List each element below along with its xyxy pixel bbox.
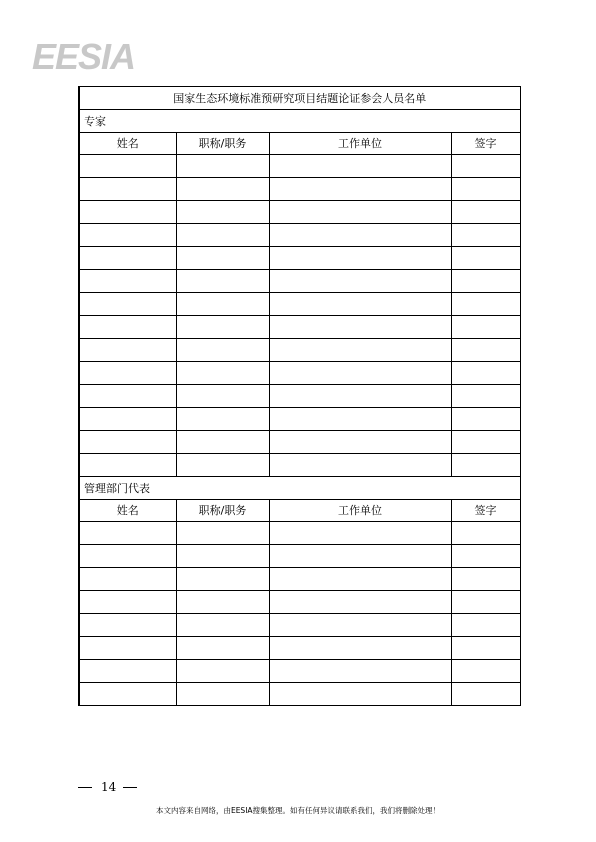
dash-right xyxy=(123,787,137,788)
blank-cell[interactable] xyxy=(79,545,176,568)
column-header: 职称/职务 xyxy=(176,500,269,522)
table-row xyxy=(79,522,520,545)
blank-cell[interactable] xyxy=(79,568,176,591)
blank-cell[interactable] xyxy=(176,362,269,385)
blank-cell[interactable] xyxy=(79,293,176,316)
blank-cell[interactable] xyxy=(79,362,176,385)
section-label: 专家 xyxy=(79,110,520,133)
table-row xyxy=(79,247,520,270)
table-row xyxy=(79,545,520,568)
page-number: 14 xyxy=(101,780,117,794)
blank-cell[interactable] xyxy=(176,316,269,339)
table-row xyxy=(79,385,520,408)
section-label: 管理部门代表 xyxy=(79,477,520,500)
section-row xyxy=(79,477,520,500)
blank-cell[interactable] xyxy=(79,178,176,201)
blank-cell[interactable] xyxy=(269,270,451,293)
blank-cell[interactable] xyxy=(451,545,520,568)
blank-cell[interactable] xyxy=(176,454,269,477)
blank-cell[interactable] xyxy=(176,614,269,637)
blank-cell[interactable] xyxy=(269,339,451,362)
blank-cell[interactable] xyxy=(79,155,176,178)
column-header: 姓名 xyxy=(79,500,176,522)
page-number-line xyxy=(0,779,596,795)
blank-cell[interactable] xyxy=(269,568,451,591)
blank-cell[interactable] xyxy=(451,316,520,339)
blank-cell[interactable] xyxy=(269,178,451,201)
blank-cell[interactable] xyxy=(79,385,176,408)
blank-cell[interactable] xyxy=(451,155,520,178)
blank-cell[interactable] xyxy=(269,316,451,339)
blank-cell[interactable] xyxy=(79,683,176,706)
blank-cell[interactable] xyxy=(451,591,520,614)
blank-cell[interactable] xyxy=(176,247,269,270)
blank-cell[interactable] xyxy=(451,178,520,201)
blank-cell[interactable] xyxy=(176,339,269,362)
blank-cell[interactable] xyxy=(269,201,451,224)
blank-cell[interactable] xyxy=(269,683,451,706)
blank-cell[interactable] xyxy=(451,568,520,591)
table-row xyxy=(79,637,520,660)
table-row xyxy=(79,362,520,385)
blank-cell[interactable] xyxy=(79,591,176,614)
blank-cell[interactable] xyxy=(269,431,451,454)
column-header: 工作单位 xyxy=(269,133,451,155)
blank-cell[interactable] xyxy=(79,660,176,683)
blank-cell[interactable] xyxy=(269,247,451,270)
blank-cell[interactable] xyxy=(79,339,176,362)
table-row xyxy=(79,201,520,224)
blank-cell[interactable] xyxy=(176,431,269,454)
blank-cell[interactable] xyxy=(79,454,176,477)
blank-cell[interactable] xyxy=(451,270,520,293)
table-row xyxy=(79,431,520,454)
table-row xyxy=(79,270,520,293)
blank-cell[interactable] xyxy=(451,224,520,247)
blank-cell[interactable] xyxy=(176,155,269,178)
blank-cell[interactable] xyxy=(269,155,451,178)
table-row xyxy=(79,454,520,477)
blank-cell[interactable] xyxy=(176,522,269,545)
blank-cell[interactable] xyxy=(176,270,269,293)
blank-cell[interactable] xyxy=(451,339,520,362)
blank-cell[interactable] xyxy=(269,660,451,683)
svg-text:EESIA: EESIA xyxy=(32,36,136,76)
blank-cell[interactable] xyxy=(176,637,269,660)
blank-cell[interactable] xyxy=(79,614,176,637)
blank-cell[interactable] xyxy=(269,454,451,477)
blank-cell[interactable] xyxy=(451,247,520,270)
blank-cell[interactable] xyxy=(176,293,269,316)
blank-cell[interactable] xyxy=(451,408,520,431)
eesia-logo xyxy=(32,36,152,76)
blank-cell[interactable] xyxy=(79,247,176,270)
blank-cell[interactable] xyxy=(451,362,520,385)
blank-cell[interactable] xyxy=(451,385,520,408)
blank-cell[interactable] xyxy=(176,385,269,408)
blank-cell[interactable] xyxy=(176,408,269,431)
blank-cell[interactable] xyxy=(451,683,520,706)
blank-cell[interactable] xyxy=(79,270,176,293)
blank-cell[interactable] xyxy=(176,545,269,568)
table-row xyxy=(79,591,520,614)
table-row xyxy=(79,568,520,591)
dash-left xyxy=(78,787,92,788)
table-row xyxy=(79,660,520,683)
blank-cell[interactable] xyxy=(269,522,451,545)
column-header-row xyxy=(79,133,520,155)
blank-cell[interactable] xyxy=(176,683,269,706)
table-row xyxy=(79,224,520,247)
blank-cell[interactable] xyxy=(451,522,520,545)
title-row xyxy=(79,87,520,110)
blank-cell[interactable] xyxy=(79,637,176,660)
table-row xyxy=(79,178,520,201)
table-row xyxy=(79,339,520,362)
blank-cell[interactable] xyxy=(79,201,176,224)
blank-cell[interactable] xyxy=(451,293,520,316)
blank-cell[interactable] xyxy=(451,637,520,660)
blank-cell[interactable] xyxy=(269,637,451,660)
column-header: 签字 xyxy=(451,133,520,155)
table-title: 国家生态环境标准预研究项目结题论证参会人员名单 xyxy=(79,87,520,110)
blank-cell[interactable] xyxy=(176,178,269,201)
table-row xyxy=(79,293,520,316)
blank-cell[interactable] xyxy=(269,293,451,316)
blank-cell[interactable] xyxy=(79,431,176,454)
column-header: 签字 xyxy=(451,500,520,522)
blank-cell[interactable] xyxy=(176,568,269,591)
table-row xyxy=(79,316,520,339)
blank-cell[interactable] xyxy=(451,660,520,683)
section-row xyxy=(79,110,520,133)
column-header: 工作单位 xyxy=(269,500,451,522)
blank-cell[interactable] xyxy=(176,224,269,247)
blank-cell[interactable] xyxy=(451,201,520,224)
blank-cell[interactable] xyxy=(269,362,451,385)
blank-cell[interactable] xyxy=(269,545,451,568)
attendee-sheet xyxy=(78,86,521,706)
column-header: 职称/职务 xyxy=(176,133,269,155)
blank-cell[interactable] xyxy=(269,408,451,431)
blank-cell[interactable] xyxy=(79,316,176,339)
blank-cell[interactable] xyxy=(269,614,451,637)
table-row xyxy=(79,683,520,706)
blank-cell[interactable] xyxy=(451,454,520,477)
footer-disclaimer: 本文内容来自网络，由EESIA搜集整理。如有任何异议请联系我们，我们将删除处理！ xyxy=(155,806,441,815)
blank-cell[interactable] xyxy=(451,431,520,454)
column-header-row xyxy=(79,500,520,522)
table-row xyxy=(79,155,520,178)
blank-cell[interactable] xyxy=(269,591,451,614)
blank-cell[interactable] xyxy=(176,660,269,683)
column-header: 姓名 xyxy=(79,133,176,155)
table-row xyxy=(79,408,520,431)
blank-cell[interactable] xyxy=(79,522,176,545)
blank-cell[interactable] xyxy=(269,385,451,408)
table-row xyxy=(79,614,520,637)
blank-cell[interactable] xyxy=(79,408,176,431)
blank-cell[interactable] xyxy=(176,201,269,224)
blank-cell[interactable] xyxy=(269,224,451,247)
blank-cell[interactable] xyxy=(451,614,520,637)
blank-cell[interactable] xyxy=(79,224,176,247)
blank-cell[interactable] xyxy=(176,591,269,614)
